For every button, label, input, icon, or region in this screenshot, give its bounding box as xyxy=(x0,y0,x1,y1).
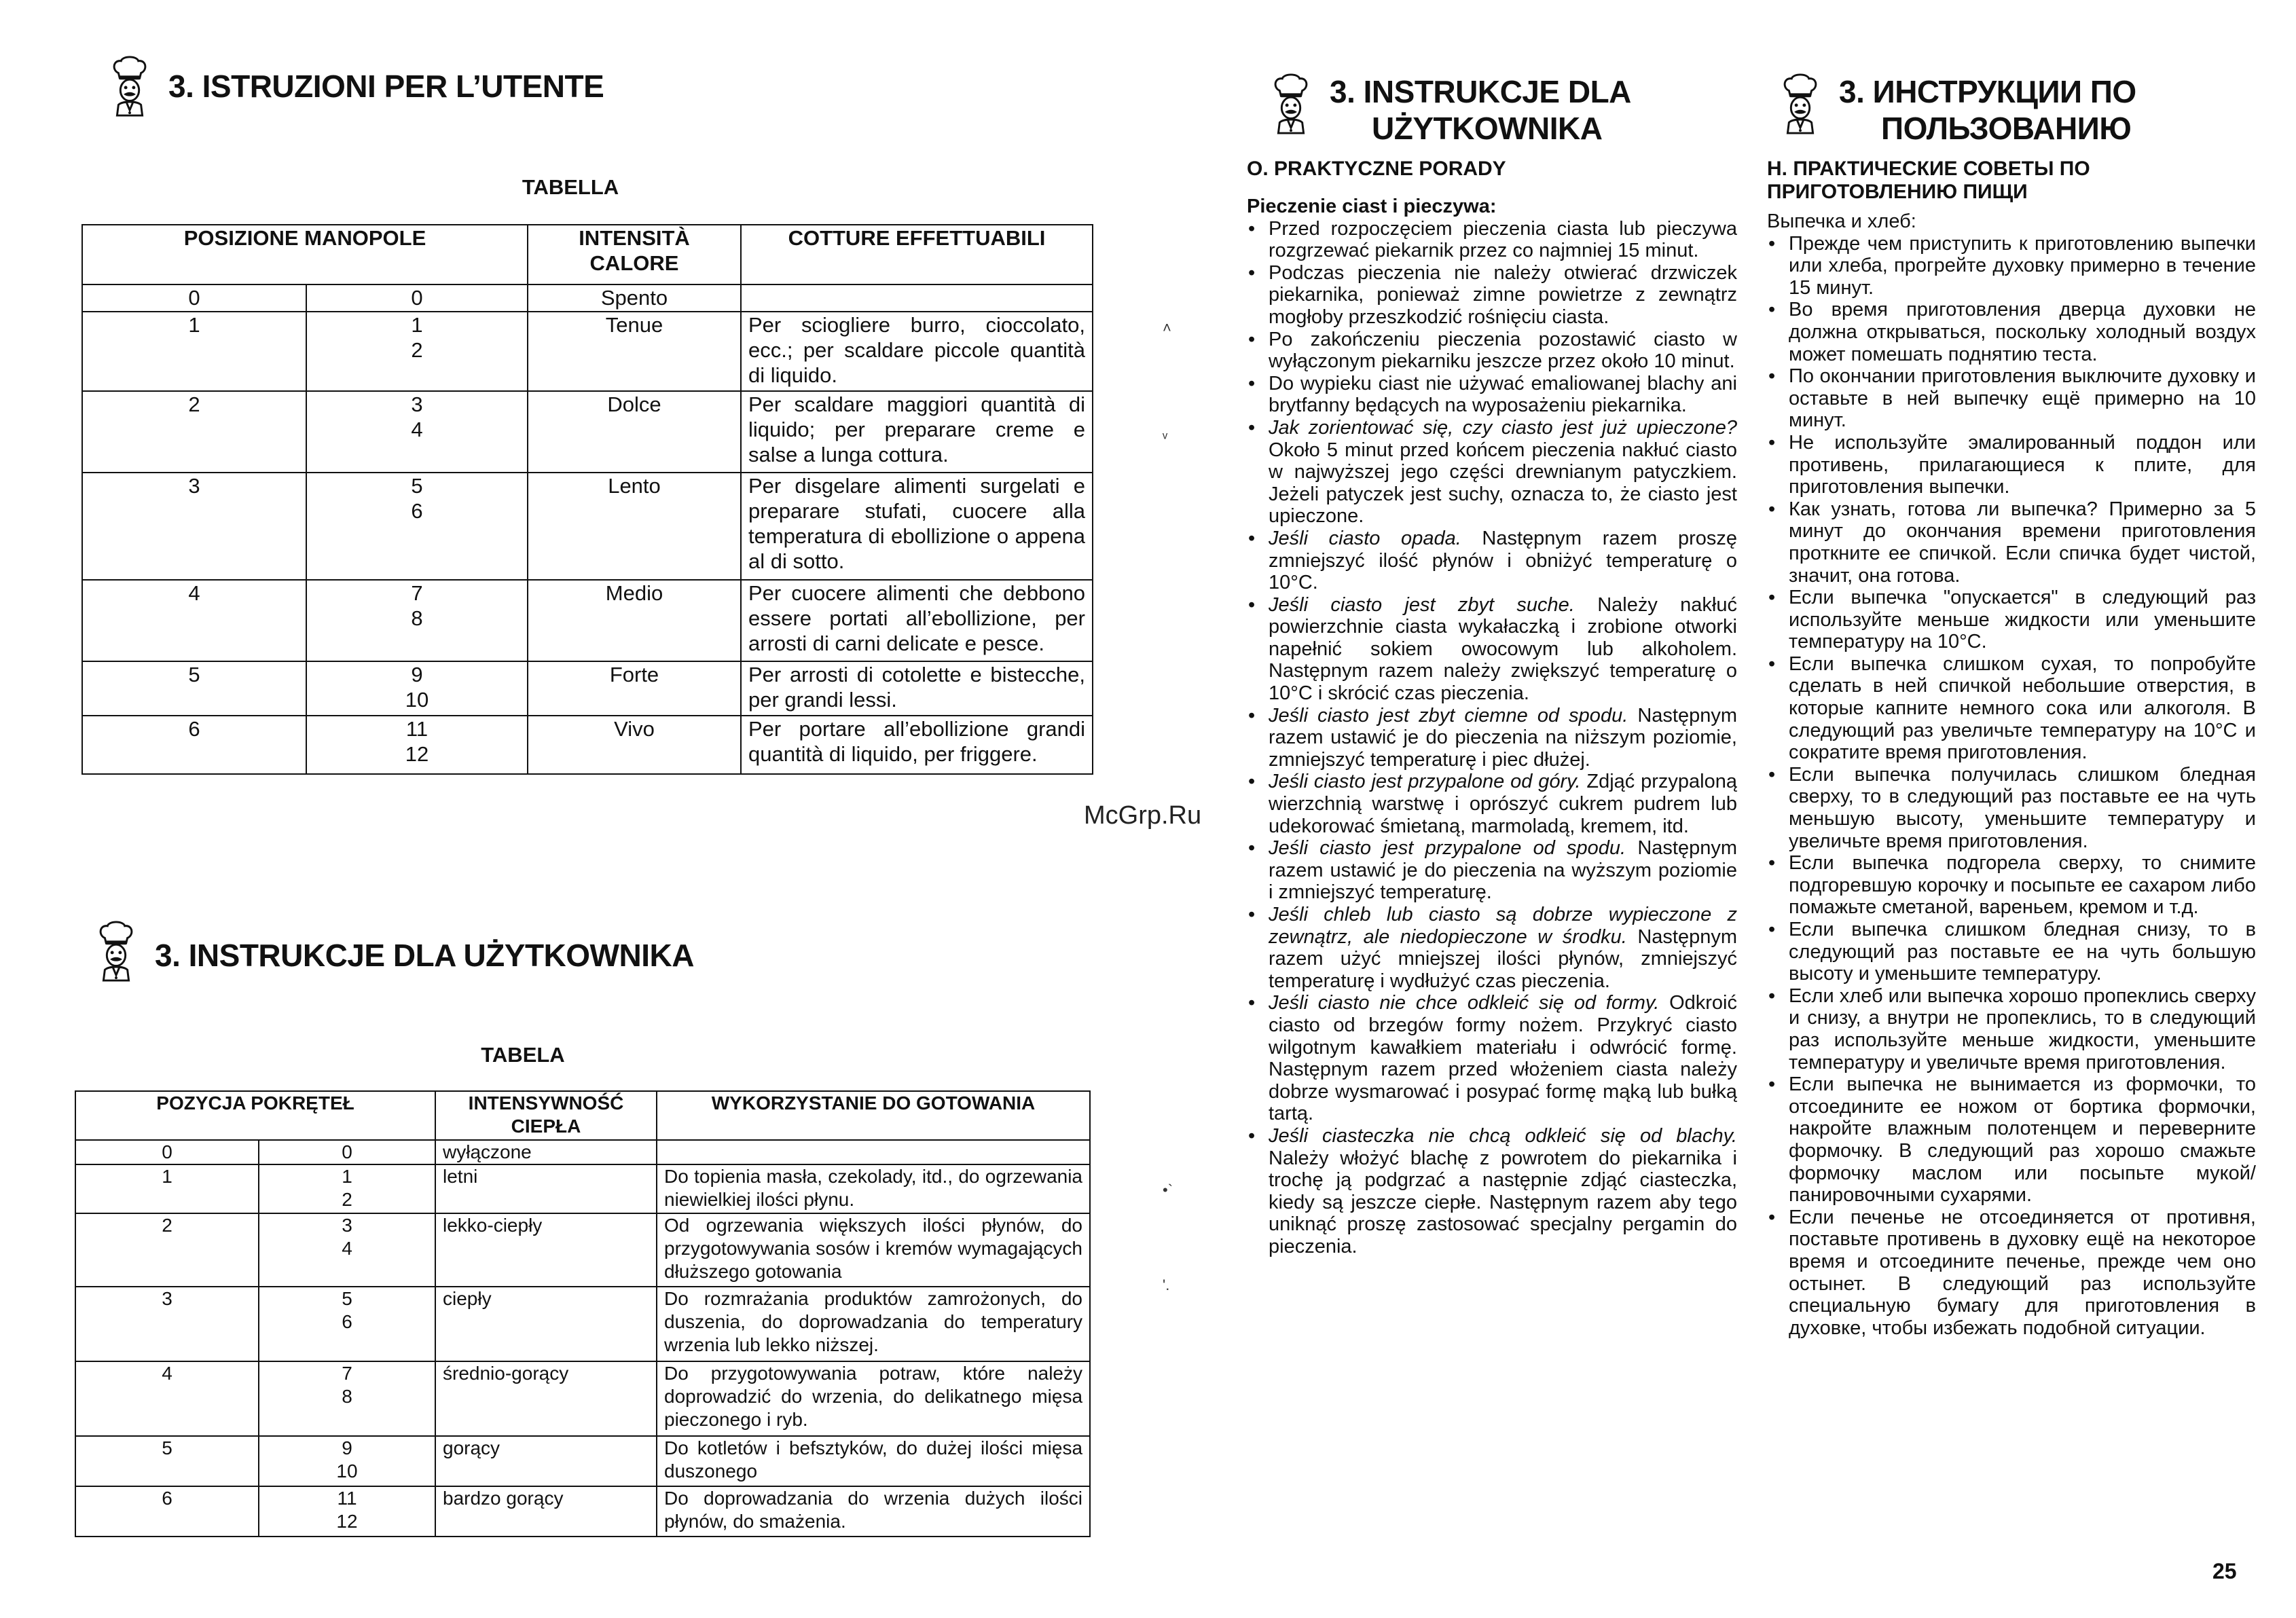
table-row: 5 9 10 gorący Do kotletów i befsztyków, do dużej ilości mięsa duszonego xyxy=(75,1436,1090,1486)
list-item: • Во время приготовления дверца духовки не должна открываться, поскольку холодный воздух может помешать поднятию теста. xyxy=(1767,299,2256,365)
table-row: 6 11 12 bardzo gorący Do doprowadzania do wrzenia dużych ilości płynów, do smażenia. xyxy=(75,1486,1090,1537)
pl-table-heading: 3. INSTRUKCJE DLA UŻYTKOWNIKA xyxy=(155,938,694,973)
it-header-intensity: INTENSITÀ CALORE xyxy=(528,225,741,284)
list-item: • Если выпечка "опускается" в следующий раз используйте меньше жидкости или уменьшите температуру на 10°С. xyxy=(1767,587,2256,653)
list-item: • Jeśli chleb lub ciasto są dobrze wypieczone z zewnątrz, ale niedopieczone w środku. Następnym razem użyć mniejszej ilości płynów, zmniejszyć temperaturę i wydłużyć czas pieczenia. xyxy=(1247,904,1737,992)
table-row: 1 1 2 letni Do topienia masła, czekolady, itd., do ogrzewania niewielkiej ilości płynu. xyxy=(75,1164,1090,1213)
ru-subhead: Н. ПРАКТИЧЕСКИЕ СОВЕТЫ ПО ПРИГОТОВЛЕНИЮ ПИЩИ xyxy=(1767,158,2090,203)
it-heading-block xyxy=(109,56,604,117)
table-row: 4 7 8 Medio Per cuocere alimenti che debbono essere portati all’ebollizione, per arrosti di carni delicate e pesce. xyxy=(82,580,1093,661)
list-item: • Przed rozpoczęciem pieczenia ciasta lub pieczywa rozgrzewać piekarnik przez co najmniej 15 minut. xyxy=(1247,218,1737,262)
table-row: 4 7 8 średnio-gorący Do przygotowywania potraw, które należy doprowadzić do wrzenia, do delikatnego mięsa pieczonego i ryb. xyxy=(75,1361,1090,1436)
list-item: • Jeśli ciasto jest zbyt ciemne od spodu. Następnym razem ustawić je do pieczenia na niższym poziomie, zmniejszyć temperaturę i piec dłużej. xyxy=(1247,705,1737,771)
margin-mark: '. xyxy=(1163,1276,1170,1293)
list-item: • Если выпечка подгорела сверху, то снимите подгоревшую корочку и посыпьте ее сахаром либо помажьте сметаной, вареньем, кремом и т.д. xyxy=(1767,852,2256,919)
pl-table-heading-block xyxy=(95,921,694,982)
table-row: 0 0 Spento xyxy=(82,284,1093,312)
it-heading: 3. ISTRUZIONI PER L’UTENTE xyxy=(168,69,604,104)
list-item: • Podczas pieczenia nie należy otwierać drzwiczek piekarnika, ponieważ zimne powietrze z zewnątrz mogłoby przeszkodzić rośnięciu ciasta. xyxy=(1247,262,1737,329)
list-item: • Jeśli ciasto jest przypalone od spodu. Następnym razem ustawić je do pieczenia na wyższym poziomie i zmniejszyć temperaturę. xyxy=(1247,837,1737,904)
pl-text-heading-block xyxy=(1270,73,1631,147)
pl-settings-table xyxy=(75,1090,1091,1537)
list-item: • Как узнать, готова ли выпечка? Примерно за 5 минут до окончания времени приготовления проткните ее спичкой. Если спичка будет чистой, значит, она готова. xyxy=(1767,498,2256,587)
pl-header-usage: WYKORZYSTANIE DO GOTOWANIA xyxy=(657,1091,1090,1140)
list-item: • Не используйте эмалированный поддон или противень, прилагающиеся к плите, для приготовления выпечки. xyxy=(1767,432,2256,498)
table-row: 2 3 4 lekko-ciepły Od ogrzewania większych ilości płynów, do przygotowywania sosów i kremów wymagających dłuższego gotowania xyxy=(75,1213,1090,1287)
it-table-caption: TABELLA xyxy=(522,175,619,199)
it-settings-table xyxy=(81,224,1093,775)
margin-mark: ᵥ xyxy=(1163,424,1168,441)
list-item: • По окончании приготовления выключите духовку и оставьте в ней выпечку ещё примерно на 10 минут. xyxy=(1767,365,2256,432)
chef-icon xyxy=(109,56,151,117)
ru-lead: Выпечка и хлеб: xyxy=(1767,210,1916,232)
table-row: 2 3 4 Dolce Per scaldare maggiori quantità di liquido; per preparare creme e salse a lunga cottura. xyxy=(82,391,1093,473)
pl-table-caption: TABELA xyxy=(481,1043,565,1067)
table-row: 3 5 6 ciepły Do rozmrażania produktów zamrożonych, do duszenia, do doprowadzania do temperatury wrzenia lub lekko niższej. xyxy=(75,1287,1090,1361)
page-number: 25 xyxy=(2212,1559,2237,1583)
list-item: • Если выпечка слишком сухая, то попробуйте сделать в ней спичкой небольшие отверстия, в которые капните немного сока или алкоголя. В следующий раз увеличьте температуру на 10°С и сократите время приготовления. xyxy=(1767,653,2256,764)
pl-lead: Pieczenie ciast i pieczywa: xyxy=(1247,196,1497,217)
table-row: 5 9 10 Forte Per arrosti di cotolette e bistecche, per grandi lessi. xyxy=(82,661,1093,716)
watermark: McGrp.Ru xyxy=(1084,801,1202,830)
list-item: • Jeśli ciasto jest zbyt suche. Należy nakłuć powierzchnie ciasta wykałaczką i zrobione otworki napełnić sokiem owocowym lub alkoholem. Następnym razem należy zwiększyć temperaturę o 10°C i skrócić czas pieczenia. xyxy=(1247,594,1737,705)
pl-text-heading: 3. INSTRUKCJE DLA UŻYTKOWNIKA xyxy=(1330,74,1631,146)
list-item: • Если выпечка слишком бледная снизу, то в следующий раз поставьте ее на чуть большую высоту и уменьшите температуру. xyxy=(1767,919,2256,985)
list-item: • Прежде чем приступить к приготовлению выпечки или хлеба, прогрейте духовку примерно в течение 15 минут. xyxy=(1767,233,2256,299)
list-item: • Если хлеб или выпечка хорошо пропеклись сверху и снизу, а внутри не пропеклись, то в следующий раз используйте меньше жидкости, уменьшите температуру и увеличьте время приготовления. xyxy=(1767,985,2256,1073)
it-header-cooking: COTTURE EFFETTUABILI xyxy=(741,225,1093,284)
list-item: • Do wypieku ciast nie używać emaliowanej blachy ani brytfanny będących na wyposażeniu piekarnika. xyxy=(1247,373,1737,417)
list-item: • Если выпечка не вынимается из формочки, то отсоедините ее ножом от бортика формочки, накройте влажным полотенцем и переверните формочку. В следующий раз хорошо смажьте формочку маслом или посыпьте мукой/ панировочными сухарями. xyxy=(1767,1073,2256,1207)
ru-text-heading-block xyxy=(1779,73,2136,147)
ru-tips-column xyxy=(1767,158,2256,1339)
pl-header-position: POZYCJA POKRĘTEŁ xyxy=(75,1091,435,1140)
ru-text-heading: 3. ИНСТРУКЦИИ ПО ПОЛЬЗОВАНИЮ xyxy=(1839,74,2136,146)
ru-tips-list xyxy=(1767,233,2256,1340)
table-row: 6 11 12 Vivo Per portare all’ebollizione grandi quantità di liquido, per friggere. xyxy=(82,716,1093,774)
list-item: • Jeśli ciasteczka nie chcą odkleić się od blachy. Należy włożyć blachę z powrotem do piekarnika i trochę ją podgrzać a następnie zdjąć ciasteczka, kiedy są jeszcze ciepłe. Następnym razem aby tego uniknąć proszę zastosować specjalny pergamin do pieczenia. xyxy=(1247,1125,1737,1258)
table-row: 3 5 6 Lento Per disgelare alimenti surgelati e preparare stufati, cuocere alla temperatura di ebollizione o appena al di sotto. xyxy=(82,473,1093,580)
list-item: • Jak zorientować się, czy ciasto jest już upieczone? Około 5 minut przed końcem pieczenia nakłuć ciasto w najwyższej jego części drewnianym patyczkiem. Jeżeli patyczek jest suchy, oznacza to, że ciasto jest upieczone. xyxy=(1247,417,1737,528)
list-item: • Jeśli ciasto nie chce odkleić się od formy. Odkroić ciasto od brzegów formy nożem. Przykryć ciasto wilgotnym kawałkiem materiału i odwrócić formę. Następnym razem przed włożeniem ciasta należy dobrze wysmarować i posypać formę mąką lub bułką tartą. xyxy=(1247,992,1737,1125)
list-item: • Если печенье не отсоединяется от противня, поставьте противень в духовку ещё на некоторое время и отсоедините печенье, прежде чем оно остынет. В следующий раз используйте специальную бумагу для приготовления в духовке, чтобы избежать подобной ситуации. xyxy=(1767,1207,2256,1340)
margin-mark: •` xyxy=(1163,1181,1173,1198)
list-item: • Jeśli ciasto opada. Następnym razem proszę zmniejszyć ilość płynów i obniżyć temperaturę o 10°C. xyxy=(1247,528,1737,594)
it-header-position: POSIZIONE MANOPOLE xyxy=(82,225,528,284)
pl-header-intensity: INTENSYWNOŚĆ CIEPŁA xyxy=(435,1091,657,1140)
list-item: • Если выпечка получилась слишком бледная сверху, то в следующий раз поставьте ее на чуть меньшую высоту, уменьшите температуру и увеличьте время приготовления. xyxy=(1767,764,2256,852)
table-row: 1 1 2 Tenue Per sciogliere burro, cioccolato, ecc.; per scaldare piccole quantità di liquido. xyxy=(82,312,1093,391)
list-item: • Po zakończeniu pieczenia pozostawić ciasto w wyłączonym piekarniku jeszcze przez około 10 minut. xyxy=(1247,329,1737,373)
pl-tips-column xyxy=(1247,158,1737,1258)
list-item: • Jeśli ciasto jest przypalone od góry. Zdjąć przypaloną wierzchnią warstwę i oprószyć cukrem pudrem lub udekorować śmietaną, marmoladą, kremem, itd. xyxy=(1247,771,1737,837)
table-row: 0 0 wyłączone xyxy=(75,1140,1090,1164)
chef-icon xyxy=(1779,73,1821,134)
pl-tips-list xyxy=(1247,218,1737,1258)
pl-subhead: O. PRAKTYCZNE PORADY xyxy=(1247,158,1506,180)
chef-icon xyxy=(1270,73,1312,134)
margin-mark: ˄ xyxy=(1163,319,1171,336)
chef-icon xyxy=(95,921,137,982)
